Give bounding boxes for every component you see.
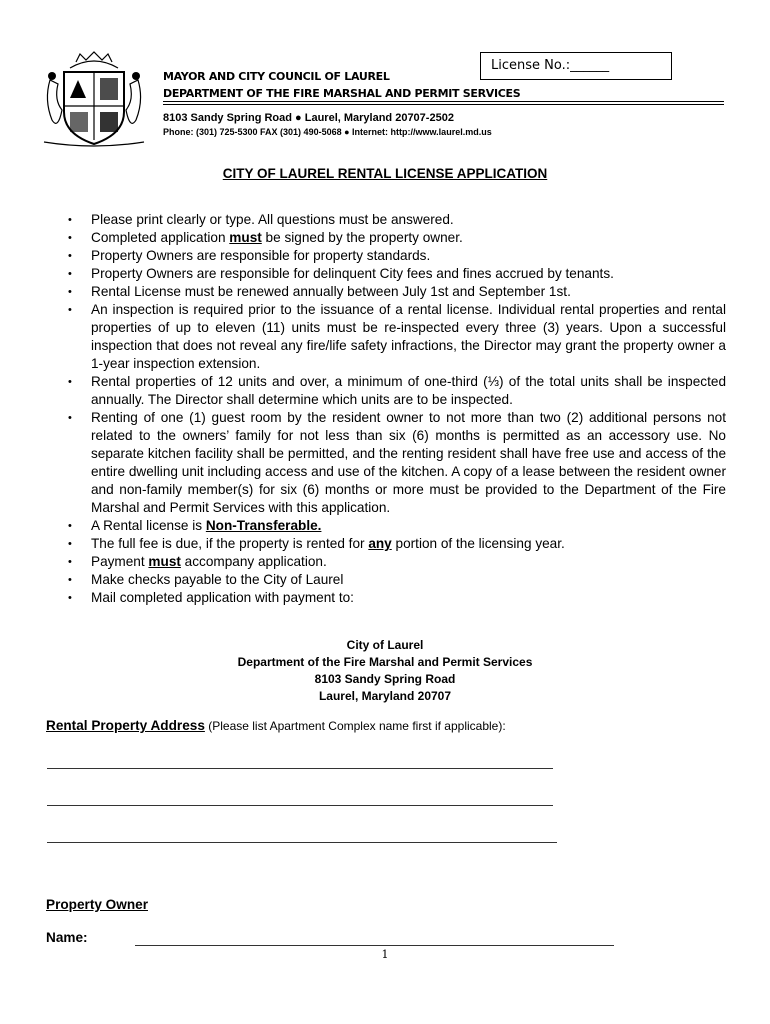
list-item: [58, 373, 726, 409]
emphasis-text: Non-Transferable.: [205, 518, 322, 533]
list-item: [58, 211, 726, 229]
form-title: CITY OF LAUREL RENTAL LICENSE APPLICATION: [222, 166, 548, 181]
instructions-list: [58, 211, 726, 607]
instruction-text: Rental License must be renewed annually between July 1st and September 1st.: [91, 284, 571, 299]
mailing-line: Laurel, Maryland 20707: [318, 689, 452, 703]
instruction-text: portion of the licensing year.: [391, 536, 565, 551]
list-item: [58, 589, 726, 607]
header-rule: [163, 101, 724, 102]
list-item: [58, 553, 726, 571]
instruction-text: Mail completed application with payment to:: [91, 590, 354, 605]
city-seal-icon: [40, 50, 148, 150]
owner-name-line[interactable]: [135, 945, 614, 946]
list-item: [58, 301, 726, 373]
office-address: 8103 Sandy Spring Road ● Laurel, Maryland 20707-2502: [163, 112, 454, 124]
instruction-text: Please print clearly or type. All questions must be answered.: [91, 212, 454, 227]
list-item: [58, 571, 726, 589]
instruction-text: The full fee is due, if the property is rented for: [91, 536, 369, 551]
instruction-text: Property Owners are responsible for delinquent City fees and fines accrued by tenants.: [91, 266, 614, 281]
instruction-text: Rental properties of 12 units and over, a minimum of one-third (⅓) of the total units shall be inspected annually. The Director shall determine which units are to be inspected.: [91, 374, 726, 407]
license-number-box[interactable]: License No.:______: [480, 52, 672, 80]
rental-address-note: (Please list Apartment Complex name first if applicable):: [204, 719, 506, 733]
rental-address-line-2[interactable]: [47, 805, 553, 806]
instruction-text: Renting of one (1) guest room by the resident owner to not more than two (2) additional persons not related to the owners’ family for not less than six (6) months is permitted as an accessory use. No separate kitchen facility shall be permitted, and the renting resident shall have free use and access of the entire dwelling unit including access and use of the kitchen. A copy of a lease between the resident owner and non-family member(s) for six (6) months or more must be provided to the Department of the Fire Marshal and Permit Services with this application.: [91, 410, 726, 515]
page-number: 1: [381, 948, 389, 961]
instruction-text: Payment: [91, 554, 149, 569]
list-item: [58, 535, 726, 553]
instruction-text: be signed by the property owner.: [261, 230, 463, 245]
emphasis-text: any: [368, 536, 392, 551]
office-contact: Phone: (301) 725-5300 FAX (301) 490-5068 ● Internet: http://www.laurel.md.us: [163, 127, 492, 137]
instruction-text: A Rental license is: [91, 518, 206, 533]
rental-address-line-1[interactable]: [47, 768, 553, 769]
instruction-text: Completed application: [91, 230, 230, 245]
list-item: [58, 283, 726, 301]
mailing-line: City of Laurel: [346, 638, 424, 652]
instruction-text: accompany application.: [180, 554, 327, 569]
instruction-text: Make checks payable to the City of Laurel: [91, 572, 344, 587]
list-item: [58, 517, 726, 535]
mailing-line: 8103 Sandy Spring Road: [314, 672, 456, 686]
instruction-text: Property Owners are responsible for property standards.: [91, 248, 431, 263]
emphasis-text: must: [148, 554, 181, 569]
mailing-address: [0, 637, 770, 705]
property-owner-heading: Property Owner: [46, 897, 148, 912]
org-name: MAYOR AND CITY COUNCIL OF LAUREL: [163, 70, 390, 83]
rental-address-line-3[interactable]: [47, 842, 557, 843]
rental-address-heading: [46, 718, 506, 733]
mailing-line: Department of the Fire Marshal and Permit Services: [237, 655, 533, 669]
owner-name-label: Name:: [46, 930, 88, 945]
rental-address-label: Rental Property Address: [46, 718, 205, 733]
list-item: [58, 247, 726, 265]
list-item: [58, 409, 726, 517]
department-name: DEPARTMENT OF THE FIRE MARSHAL AND PERMIT SERVICES: [163, 87, 521, 100]
header-rule: [163, 104, 724, 105]
instruction-text: An inspection is required prior to the issuance of a rental license. Individual rental properties and rental properties of up to eleven (11) units must be re-inspected every three (3) years. Upon a successful inspection that does not reveal any fire/life safety infractions, the Director may grant the property owner a 1-year inspection extension.: [91, 302, 726, 371]
emphasis-text: must: [229, 230, 262, 245]
list-item: [58, 229, 726, 247]
list-item: [58, 265, 726, 283]
